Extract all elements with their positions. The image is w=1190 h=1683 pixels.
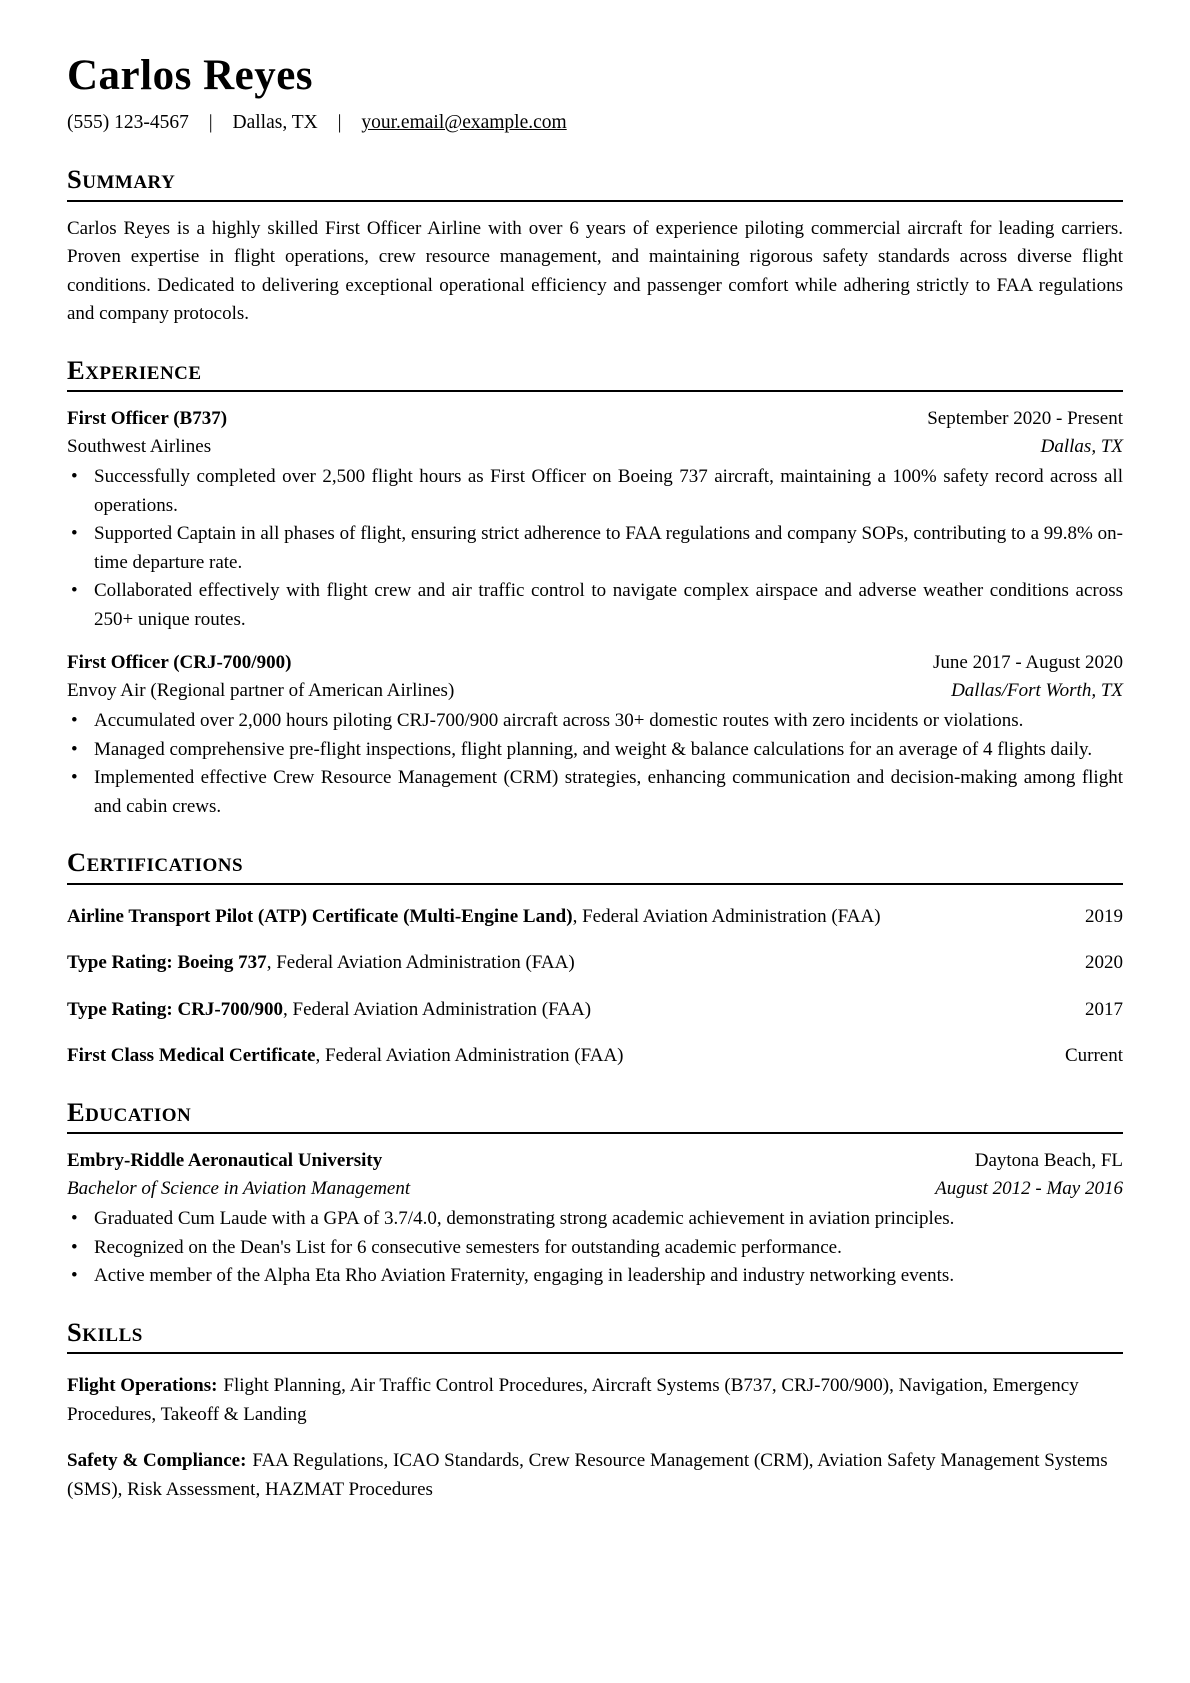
job-bullet: • Successfully completed over 2,500 flight hours as First Officer on Boeing 737 aircraft, maintaining a 100% safety record across all operations. bbox=[67, 463, 1123, 520]
experience-entry bbox=[67, 405, 1123, 634]
education-bullet: • Graduated Cum Laude with a GPA of 3.7/4.0, demonstrating strong academic achievement in aviation principles. bbox=[67, 1205, 1123, 1234]
section-education bbox=[67, 1097, 1123, 1291]
certification-item bbox=[67, 949, 1123, 978]
certification-name: First Class Medical Certificate bbox=[67, 1045, 316, 1067]
education-bullet-list bbox=[67, 1205, 1123, 1291]
contact-separator: | bbox=[337, 112, 342, 134]
skill-list: FAA Regulations, ICAO Standards, Crew Resource Management (CRM), Aviation Safety Management Systems (SMS), Risk Assessment, HAZMAT Procedures bbox=[67, 1450, 1108, 1500]
education-dates: August 2012 - May 2016 bbox=[935, 1178, 1123, 1200]
summary-heading: Summary bbox=[67, 164, 1123, 201]
job-bullet: • Managed comprehensive pre-flight inspections, flight planning, and weight & balance calculations for an average of 4 flights daily. bbox=[67, 736, 1123, 765]
job-company: Envoy Air (Regional partner of American Airlines) bbox=[67, 680, 455, 702]
job-bullet-list bbox=[67, 707, 1123, 821]
job-dates: September 2020 - Present bbox=[927, 408, 1123, 430]
skill-group bbox=[67, 1447, 1123, 1504]
section-summary bbox=[67, 164, 1123, 328]
certification-issuer: , Federal Aviation Administration (FAA) bbox=[283, 998, 592, 1020]
education-bullet: • Active member of the Alpha Eta Rho Aviation Fraternity, engaging in leadership and industry networking events. bbox=[67, 1262, 1123, 1291]
skill-category-label: Safety & Compliance: bbox=[67, 1450, 247, 1472]
job-bullet: • Supported Captain in all phases of flight, ensuring strict adherence to FAA regulations and company SOPs, contributing to a 99.8% on-time departure rate. bbox=[67, 520, 1123, 577]
summary-text: Carlos Reyes is a highly skilled First Officer Airline with over 6 years of experience piloting commercial aircraft for leading carriers. Proven expertise in flight operations, crew resource management, and maintaining rigorous safety standards across diverse flight conditions. Dedicated to delivering exceptional operational efficiency and passenger comfort while adhering strictly to FAA regulations and company protocols. bbox=[67, 217, 1123, 325]
certification-item bbox=[67, 1042, 1123, 1071]
candidate-name: Carlos Reyes bbox=[67, 52, 314, 99]
contact-separator: | bbox=[208, 112, 213, 134]
school-name: Embry-Riddle Aeronautical University bbox=[67, 1150, 383, 1172]
job-dates: June 2017 - August 2020 bbox=[933, 652, 1123, 674]
certification-name: Type Rating: CRJ-700/900 bbox=[67, 998, 284, 1020]
education-bullet: • Recognized on the Dean's List for 6 consecutive semesters for outstanding academic performance. bbox=[67, 1234, 1123, 1263]
job-bullet: • Implemented effective Crew Resource Management (CRM) strategies, enhancing communication and decision-making among flight and cabin crews. bbox=[67, 764, 1123, 821]
certification-issuer: , Federal Aviation Administration (FAA) bbox=[266, 952, 575, 974]
phone-number: (555) 123-4567 bbox=[67, 112, 189, 134]
email-link[interactable]: your.email@example.com bbox=[361, 112, 567, 134]
section-experience bbox=[67, 355, 1123, 821]
job-bullet-list bbox=[67, 463, 1123, 634]
section-skills bbox=[67, 1317, 1123, 1504]
certification-year: 2019 bbox=[1085, 903, 1123, 932]
skills-heading: Skills bbox=[67, 1317, 1123, 1354]
job-location: Dallas, TX bbox=[1040, 436, 1123, 458]
location-text: Dallas, TX bbox=[232, 112, 318, 134]
certification-name: Airline Transport Pilot (ATP) Certificate (Multi-Engine Land) bbox=[67, 905, 573, 927]
certification-year: Current bbox=[1065, 1042, 1123, 1071]
education-entry bbox=[67, 1147, 1123, 1291]
degree-name: Bachelor of Science in Aviation Management bbox=[67, 1178, 411, 1200]
resume-header bbox=[67, 52, 1123, 138]
certification-year: 2020 bbox=[1085, 949, 1123, 978]
job-title: First Officer (B737) bbox=[67, 408, 228, 430]
skill-group bbox=[67, 1372, 1123, 1429]
job-bullet: • Accumulated over 2,000 hours piloting CRJ-700/900 aircraft across 30+ domestic routes with zero incidents or violations. bbox=[67, 707, 1123, 736]
certification-year: 2017 bbox=[1085, 996, 1123, 1025]
job-title: First Officer (CRJ-700/900) bbox=[67, 652, 292, 674]
skill-list: Flight Planning, Air Traffic Control Procedures, Aircraft Systems (B737, CRJ-700/900), Navigation, Emergency Procedures, Takeoff & Landing bbox=[67, 1375, 1079, 1425]
certification-issuer: , Federal Aviation Administration (FAA) bbox=[315, 1045, 624, 1067]
certifications-heading: Certifications bbox=[67, 847, 1123, 884]
contact-line bbox=[67, 108, 1123, 138]
certification-item bbox=[67, 996, 1123, 1025]
job-bullet: • Collaborated effectively with flight crew and air traffic control to navigate complex airspace and adverse weather conditions across 250+ unique routes. bbox=[67, 577, 1123, 634]
education-heading: Education bbox=[67, 1097, 1123, 1134]
certification-issuer: , Federal Aviation Administration (FAA) bbox=[572, 905, 881, 927]
job-location: Dallas/Fort Worth, TX bbox=[951, 680, 1123, 702]
experience-heading: Experience bbox=[67, 355, 1123, 392]
job-company: Southwest Airlines bbox=[67, 436, 212, 458]
skill-category-label: Flight Operations: bbox=[67, 1375, 218, 1397]
certification-name: Type Rating: Boeing 737 bbox=[67, 952, 267, 974]
certification-item bbox=[67, 903, 1123, 932]
school-location: Daytona Beach, FL bbox=[974, 1150, 1123, 1172]
section-certifications bbox=[67, 847, 1123, 1070]
experience-entry bbox=[67, 649, 1123, 821]
